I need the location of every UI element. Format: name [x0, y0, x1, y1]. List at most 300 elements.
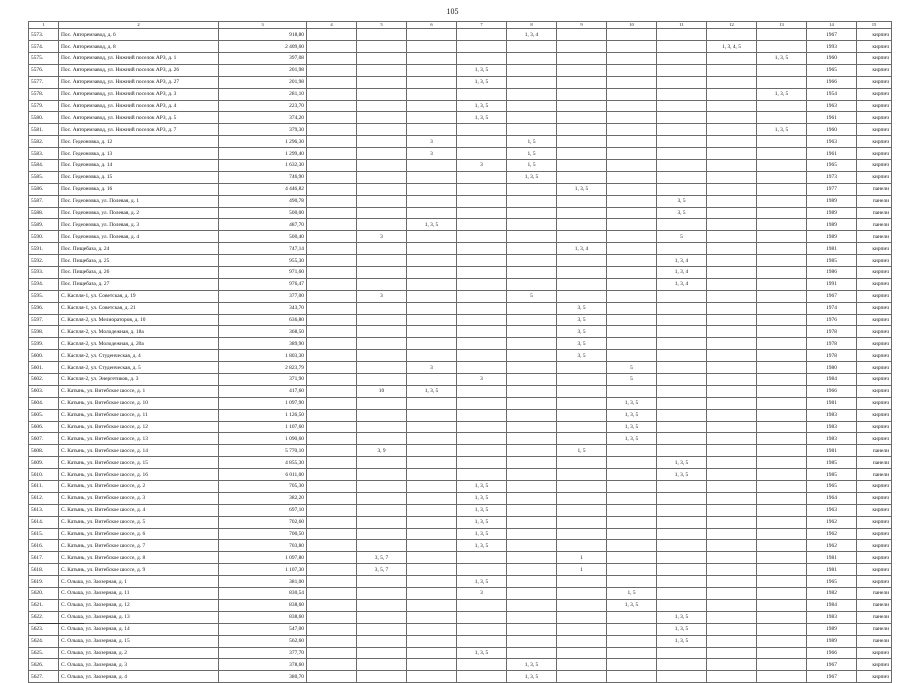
table-cell [407, 492, 457, 504]
table-cell [307, 421, 357, 433]
table-cell [707, 183, 757, 195]
row-number-cell: 5577. [29, 76, 59, 88]
address-cell: Пос. Гедеоновка, д. 16 [59, 183, 219, 195]
table-cell [657, 219, 707, 231]
table-cell [507, 540, 557, 552]
row-number-cell: 5580. [29, 112, 59, 124]
table-cell: кирпич [857, 76, 892, 88]
table-cell [657, 302, 707, 314]
table-cell [307, 397, 357, 409]
table-cell [607, 350, 657, 362]
table-cell [557, 599, 607, 611]
table-cell [357, 540, 407, 552]
table-cell: 397,08 [219, 52, 307, 64]
table-cell: 1, 5 [507, 159, 557, 171]
table-cell [507, 516, 557, 528]
table-cell [407, 159, 457, 171]
address-cell: Пос. Авторемзавод, ул. Нижний поселок АРЗ, д. 27 [59, 76, 219, 88]
table-cell [757, 516, 807, 528]
table-cell [407, 623, 457, 635]
table-cell [707, 100, 757, 112]
row-number-cell: 5584. [29, 159, 59, 171]
table-cell [757, 481, 807, 493]
table-cell: 1 090,60 [219, 433, 307, 445]
table-cell: 490,78 [219, 195, 307, 207]
table-cell [557, 421, 607, 433]
table-cell [307, 481, 357, 493]
row-number-cell: 5602. [29, 374, 59, 386]
table-cell [657, 124, 707, 136]
address-cell: С. Ольша, ул. Заозерная, д. 2 [59, 647, 219, 659]
table-cell: 1973 [807, 171, 857, 183]
table-cell [307, 409, 357, 421]
table-cell: кирпич [857, 159, 892, 171]
table-cell [357, 528, 407, 540]
address-cell: С. Катынь, ул. Витебское шоссе, д. 7 [59, 540, 219, 552]
table-cell: 1 296,30 [219, 136, 307, 148]
table-cell [507, 124, 557, 136]
table-cell [507, 267, 557, 279]
table-cell [707, 397, 757, 409]
table-cell: 3, 5 [657, 195, 707, 207]
table-cell [407, 481, 457, 493]
table-cell [507, 564, 557, 576]
table-cell: кирпич [857, 421, 892, 433]
table-cell: 1965 [807, 576, 857, 588]
address-cell: С. Ольша, ул. Заозерная, д. 4 [59, 671, 219, 683]
table-cell [357, 492, 407, 504]
table-cell [507, 457, 557, 469]
row-number-cell: 5595. [29, 290, 59, 302]
address-cell: Пос. Гедеоновка, д. 14 [59, 159, 219, 171]
table-cell [507, 445, 557, 457]
table-cell [657, 397, 707, 409]
row-number-cell: 5581. [29, 124, 59, 136]
table-cell [457, 29, 507, 41]
table-cell [657, 564, 707, 576]
table-cell: 1, 3, 5 [757, 52, 807, 64]
table-cell [757, 243, 807, 255]
row-number-cell: 5606. [29, 421, 59, 433]
address-cell: Пос. Гедеоновка, ул. Полевая, д. 1 [59, 195, 219, 207]
table-cell: 380,70 [219, 671, 307, 683]
table-cell [407, 659, 457, 671]
table-cell [407, 29, 457, 41]
table-cell: 1984 [807, 374, 857, 386]
table-cell [407, 195, 457, 207]
table-cell: 1 107,60 [219, 421, 307, 433]
table-cell: 1, 3, 5 [657, 611, 707, 623]
table-cell: 3 [357, 290, 407, 302]
table-cell [407, 267, 457, 279]
table-cell [357, 171, 407, 183]
table-cell [557, 278, 607, 290]
table-cell [707, 362, 757, 374]
table-cell [557, 231, 607, 243]
table-cell: 381,00 [219, 576, 307, 588]
table-cell [707, 124, 757, 136]
table-cell [757, 492, 807, 504]
table-cell [607, 540, 657, 552]
table-cell: 1, 3, 5 [457, 540, 507, 552]
table-cell [607, 255, 657, 267]
table-cell [607, 647, 657, 659]
table-cell [357, 278, 407, 290]
table-cell [507, 611, 557, 623]
table-cell: кирпич [857, 171, 892, 183]
table-cell [557, 136, 607, 148]
table-cell [757, 433, 807, 445]
table-cell: кирпич [857, 504, 892, 516]
table-cell: 5 770,10 [219, 445, 307, 457]
table-cell [757, 611, 807, 623]
table-cell [507, 100, 557, 112]
table-cell [407, 314, 457, 326]
table-cell: 747,14 [219, 243, 307, 255]
table-cell [507, 207, 557, 219]
table-cell [307, 207, 357, 219]
table-cell [357, 338, 407, 350]
table-cell [307, 469, 357, 481]
table-cell: 1 [557, 552, 607, 564]
table-cell [557, 195, 607, 207]
table-cell: 1983 [807, 611, 857, 623]
row-number-cell: 5593. [29, 267, 59, 279]
table-cell: 955,30 [219, 255, 307, 267]
header-cell: 5 [357, 22, 407, 29]
table-cell [757, 195, 807, 207]
table-cell [457, 243, 507, 255]
table-cell [707, 350, 757, 362]
table-cell: 1963 [807, 136, 857, 148]
table-cell [707, 647, 757, 659]
table-cell: 562,60 [219, 635, 307, 647]
table-cell [457, 41, 507, 53]
table-row [29, 504, 892, 516]
address-cell: С. Катынь, ул. Витебское шоссе, д. 13 [59, 433, 219, 445]
row-number-cell: 5582. [29, 136, 59, 148]
table-cell: 1962 [807, 516, 857, 528]
header-cell: 9 [557, 22, 607, 29]
table-cell [507, 302, 557, 314]
table-cell [307, 362, 357, 374]
table-cell: панели [857, 457, 892, 469]
table-row [29, 659, 892, 671]
table-cell [307, 588, 357, 600]
table-row [29, 112, 892, 124]
table-cell [507, 374, 557, 386]
table-cell [607, 504, 657, 516]
table-cell: 1954 [807, 88, 857, 100]
table-cell [507, 504, 557, 516]
table-cell: 1, 3, 4 [657, 267, 707, 279]
row-number-cell: 5579. [29, 100, 59, 112]
table-cell: 1 126,50 [219, 409, 307, 421]
table-row [29, 350, 892, 362]
table-cell: 1, 3, 5 [657, 469, 707, 481]
address-cell: С. Каспля-1, ул. Советская, д. 19 [59, 290, 219, 302]
table-cell: 377,70 [219, 647, 307, 659]
address-cell: Пос. Гедеоновка, ул. Полевая, д. 4 [59, 231, 219, 243]
table-cell [707, 112, 757, 124]
table-cell [407, 564, 457, 576]
table-cell [407, 421, 457, 433]
table-cell: 1, 3, 4, 5 [707, 41, 757, 53]
table-cell: 382,20 [219, 492, 307, 504]
table-cell [557, 76, 607, 88]
table-cell [407, 350, 457, 362]
address-cell: Пос. Гедеоновка, д. 15 [59, 171, 219, 183]
table-cell: 1985 [807, 255, 857, 267]
table-cell [457, 195, 507, 207]
table-cell [707, 219, 757, 231]
table-cell [607, 112, 657, 124]
table-cell [557, 635, 607, 647]
table-cell [407, 207, 457, 219]
table-cell: 3 [457, 374, 507, 386]
table-cell [457, 552, 507, 564]
table-cell [707, 469, 757, 481]
table-cell [707, 552, 757, 564]
table-cell [707, 29, 757, 41]
table-cell: 1960 [807, 124, 857, 136]
address-cell: С. Катынь, ул. Витебское шоссе, д. 15 [59, 457, 219, 469]
table-cell [607, 671, 657, 683]
table-cell [657, 385, 707, 397]
table-cell [357, 243, 407, 255]
table-cell: панели [857, 207, 892, 219]
header-cell: 3 [219, 22, 307, 29]
table-row [29, 255, 892, 267]
table-cell: 1963 [807, 504, 857, 516]
table-cell [307, 302, 357, 314]
table-cell [357, 195, 407, 207]
table-cell: 830,54 [219, 588, 307, 600]
table-cell [707, 148, 757, 160]
address-cell: Пос. Авторемзавод, ул. Нижний поселок АРЗ, д. 7 [59, 124, 219, 136]
table-cell [757, 350, 807, 362]
table-cell: 500,00 [219, 207, 307, 219]
table-cell [457, 671, 507, 683]
table-row [29, 290, 892, 302]
table-cell [357, 64, 407, 76]
table-cell [607, 243, 657, 255]
table-row [29, 243, 892, 255]
row-number-cell: 5583. [29, 148, 59, 160]
table-cell: панели [857, 231, 892, 243]
table-cell: 838,60 [219, 611, 307, 623]
table-cell: 1, 3, 5 [557, 183, 607, 195]
table-cell [407, 516, 457, 528]
table-cell [357, 623, 407, 635]
table-cell: 1985 [807, 457, 857, 469]
table-cell [457, 136, 507, 148]
table-cell [507, 599, 557, 611]
table-cell [407, 504, 457, 516]
table-cell [757, 255, 807, 267]
table-cell [607, 195, 657, 207]
header-cell: 6 [407, 22, 457, 29]
table-cell [307, 183, 357, 195]
table-cell [457, 52, 507, 64]
table-cell [357, 124, 407, 136]
table-cell: кирпич [857, 112, 892, 124]
table-cell: 374,20 [219, 112, 307, 124]
table-cell [607, 481, 657, 493]
table-cell [707, 623, 757, 635]
table-row [29, 445, 892, 457]
table-cell: 1961 [807, 112, 857, 124]
table-cell [557, 207, 607, 219]
table-cell [657, 588, 707, 600]
table-cell [407, 635, 457, 647]
table-cell: 2 409,60 [219, 41, 307, 53]
table-cell [507, 76, 557, 88]
table-cell [407, 302, 457, 314]
row-number-cell: 5622. [29, 611, 59, 623]
table-cell [757, 564, 807, 576]
address-cell: С. Катынь, ул. Витебское шоссе, д. 3 [59, 492, 219, 504]
table-cell: 1981 [807, 552, 857, 564]
address-cell: С. Каспля-2, ул. Молодежная, д. 20а [59, 338, 219, 350]
table-cell [757, 647, 807, 659]
table-cell: 1989 [807, 623, 857, 635]
table-cell [657, 52, 707, 64]
table-cell: 389,90 [219, 338, 307, 350]
table-cell [707, 207, 757, 219]
table-cell [757, 457, 807, 469]
row-number-cell: 5573. [29, 29, 59, 41]
table-cell [757, 290, 807, 302]
table-cell: 417,60 [219, 385, 307, 397]
table-cell [607, 148, 657, 160]
table-cell [307, 195, 357, 207]
table-cell [507, 421, 557, 433]
table-cell [707, 528, 757, 540]
table-cell: 1, 3, 5 [457, 576, 507, 588]
table-row [29, 492, 892, 504]
table-cell [607, 314, 657, 326]
table-cell [457, 469, 507, 481]
table-cell: 1 803,30 [219, 350, 307, 362]
table-row [29, 528, 892, 540]
table-cell [357, 136, 407, 148]
table-cell [657, 290, 707, 302]
table-cell [407, 255, 457, 267]
table-cell [707, 385, 757, 397]
table-cell [357, 219, 407, 231]
table-cell: 1983 [807, 433, 857, 445]
table-cell [707, 64, 757, 76]
table-cell: 3, 5, 7 [357, 564, 407, 576]
table-cell: 3, 5 [557, 314, 607, 326]
table-cell: 1962 [807, 528, 857, 540]
table-cell: кирпич [857, 552, 892, 564]
row-number-cell: 5587. [29, 195, 59, 207]
table-cell [707, 195, 757, 207]
table-cell: кирпич [857, 124, 892, 136]
table-cell [557, 469, 607, 481]
table-cell [657, 504, 707, 516]
row-number-cell: 5601. [29, 362, 59, 374]
table-cell [557, 647, 607, 659]
table-cell [457, 171, 507, 183]
table-cell [607, 326, 657, 338]
table-cell [307, 278, 357, 290]
address-cell: Пос. Пищебаза, д. 25 [59, 255, 219, 267]
table-cell [707, 659, 757, 671]
table-cell [557, 88, 607, 100]
table-cell [607, 64, 657, 76]
row-number-cell: 5574. [29, 41, 59, 53]
address-cell: С. Каспля-2, ул. Студенческая, д. 5 [59, 362, 219, 374]
table-cell [307, 433, 357, 445]
row-number-cell: 5591. [29, 243, 59, 255]
table-cell [757, 76, 807, 88]
table-cell [457, 433, 507, 445]
table-cell [657, 374, 707, 386]
table-row [29, 588, 892, 600]
table-cell: 547,00 [219, 623, 307, 635]
table-cell [507, 88, 557, 100]
table-row [29, 231, 892, 243]
row-number-cell: 5596. [29, 302, 59, 314]
table-cell [657, 64, 707, 76]
table-cell [607, 564, 657, 576]
table-cell: кирпич [857, 52, 892, 64]
table-cell [557, 528, 607, 540]
table-cell [657, 528, 707, 540]
row-number-cell: 5619. [29, 576, 59, 588]
table-cell: 1978 [807, 338, 857, 350]
table-cell [457, 338, 507, 350]
table-cell [307, 231, 357, 243]
table-cell [707, 278, 757, 290]
table-cell [607, 219, 657, 231]
table-cell: 3, 5 [557, 338, 607, 350]
table-cell: 3, 5 [657, 207, 707, 219]
table-cell [657, 159, 707, 171]
row-number-cell: 5590. [29, 231, 59, 243]
table-cell: 1, 5 [507, 136, 557, 148]
address-cell: С. Ольша, ул. Заозерная, д. 12 [59, 599, 219, 611]
table-cell: 1, 3, 5 [457, 528, 507, 540]
table-cell [707, 492, 757, 504]
table-cell: 1, 3, 4 [657, 255, 707, 267]
table-cell: 1977 [807, 183, 857, 195]
table-cell [307, 100, 357, 112]
table-cell [557, 219, 607, 231]
table-cell: 1961 [807, 148, 857, 160]
table-cell: 5 [607, 362, 657, 374]
table-cell [407, 671, 457, 683]
table-cell: 201,98 [219, 76, 307, 88]
table-cell [357, 374, 407, 386]
table-cell: 1981 [807, 564, 857, 576]
table-cell [457, 290, 507, 302]
table-cell [307, 671, 357, 683]
table-cell [457, 409, 507, 421]
table-row [29, 100, 892, 112]
table-cell: 6 011,00 [219, 469, 307, 481]
table-cell [707, 326, 757, 338]
table-cell [307, 492, 357, 504]
table-cell: 1983 [807, 421, 857, 433]
table-row [29, 76, 892, 88]
register-table [28, 21, 892, 683]
table-cell: кирпич [857, 302, 892, 314]
address-cell: С. Ольша, ул. Заозерная, д. 3 [59, 659, 219, 671]
